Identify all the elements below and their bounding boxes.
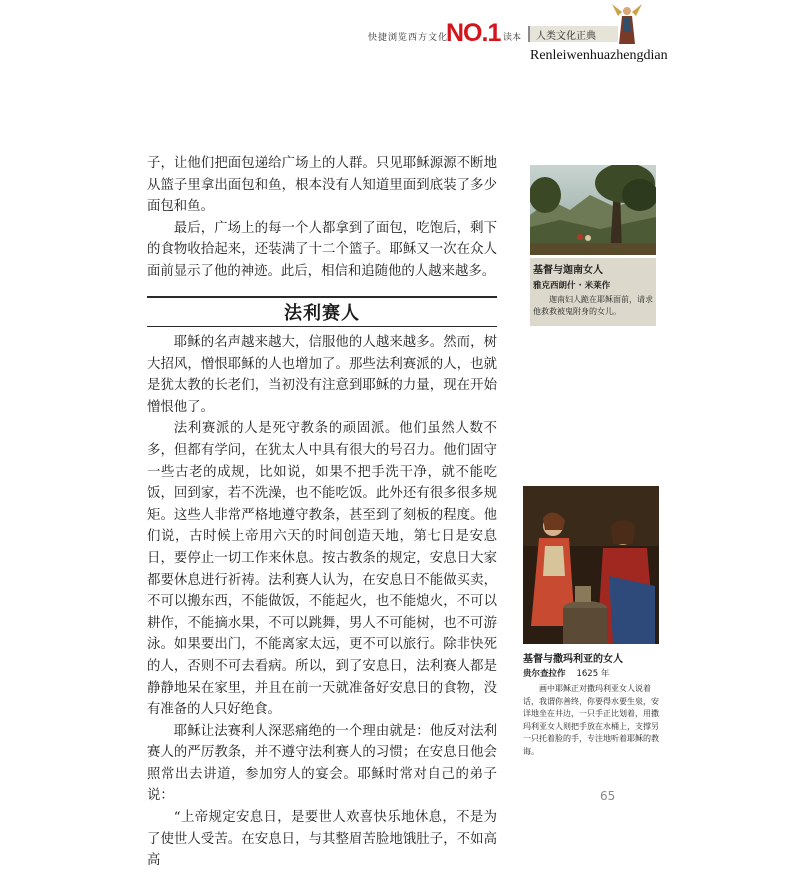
page-number: 65	[600, 789, 616, 803]
header-pinyin: Renleiwenhuazhengdian	[530, 48, 668, 63]
section-title: 法利赛人	[284, 303, 360, 324]
figure-year: 1625 年	[576, 669, 610, 679]
section-rule-bottom	[147, 326, 497, 327]
paragraph: “上帝规定安息日，是要世人欢喜快乐地休息，不是为了使世人受苦。在安息日，与其整眉苦脸地饿肚子，不如高高	[147, 810, 497, 869]
paragraph: 法利赛派的人是死守教条的顽固派。他们虽然人数不多，但都有学问，在犹太人中具有很大的号召力。他们固守一些古老的成规，比如说，如果不把手洗干净，就不能吃饭，回到家，若不洗澡，也不能吃饭。此外还有很多很多规矩。这些人非常严格地遵守教条，甚至到了刻板的程度。他们说，古时候上帝用六天的时间创造天地，第七日是安息日，要停止一切工作来休息。按古教条的规定，安息日大家都要休息进行祈祷。法利赛人认为，在安息日不能做买卖，不可以搬东西，不能做饭，不能起火，也不能熄火，不可以耕作，不能摘水果，不可以跳舞，男人不可能树，也不可游泳。如果要出门，不能离家太远，更不可以旅行。除非快死的人，否则不可去看病。所以，到了安息日，法利赛人都是静静地呆在家里，并且在前一天就准备好安息日的食物，没有准备的人只好绝食。	[147, 421, 497, 718]
paragraph: 子，让他们把面包递给广场上的人群。只见耶稣源源不断地从篮子里拿出面包和鱼，根本没有人知道里面到底装了多少面包和鱼。	[147, 156, 497, 215]
header-tagline: 快捷浏览西方文化	[368, 33, 449, 43]
header-no1-logo: NO.1	[446, 19, 501, 47]
text-block-main	[147, 332, 497, 872]
figure-title: 基督与迦南女人	[533, 265, 603, 276]
figure-title: 基督与撒玛利亚的女人	[523, 654, 623, 665]
paragraph: 耶稣的名声越来越大，信服他的人越来越多。然而，树大招风，憎恨耶稣的人也增加了。那些法利赛派的人，也就是犹太教的长老们，当初没有注意到耶稣的力量，现在开始憎恨他了。	[147, 335, 497, 415]
paragraph: 耶稣让法赛利人深恶痛绝的一个理由就是：他反对法利赛人的严厉教条，并不遵守法利赛人的习惯；在安息日他会照常出去讲道，参加穷人的宴会。耶稣时常对自己的弟子说：	[147, 723, 497, 804]
figure-artist	[523, 667, 609, 679]
figure-description: 迦南妇人跪在耶稣面前，请求他救救被鬼附身的女儿。	[533, 295, 653, 316]
text-block-top	[147, 153, 497, 283]
painting-landscape-image	[530, 165, 656, 255]
header-series-title: 人类文化正典	[536, 31, 596, 42]
header-reader-label: 读本	[503, 33, 522, 43]
figure-artist: 雅克西朗什 · 米莱作	[533, 281, 611, 291]
paragraph: 最后，广场上的每一个人都拿到了面包，吃饱后，剩下的食物收拾起来，还装满了十二个篮子。耶稣又一次在众人面前显示了他的神迹。此后，相信和追随他的人越来越多。	[147, 220, 497, 279]
angel-figure-icon	[610, 2, 644, 46]
painting-christ-samaritan-image	[523, 486, 659, 644]
figure-artist-name: 贵尔查拉作	[523, 669, 566, 679]
figure-description: 画中耶稣正对撒玛利亚女人说着话，我谓你善终，你要得水要生泉，安详地坐在井边，一只手正比划着，用撒玛利亚女人则把手放在水桶上，支撑另一只托着脸的手，专注地听着耶稣的教诲。	[523, 684, 659, 756]
section-rule-top	[147, 296, 497, 298]
